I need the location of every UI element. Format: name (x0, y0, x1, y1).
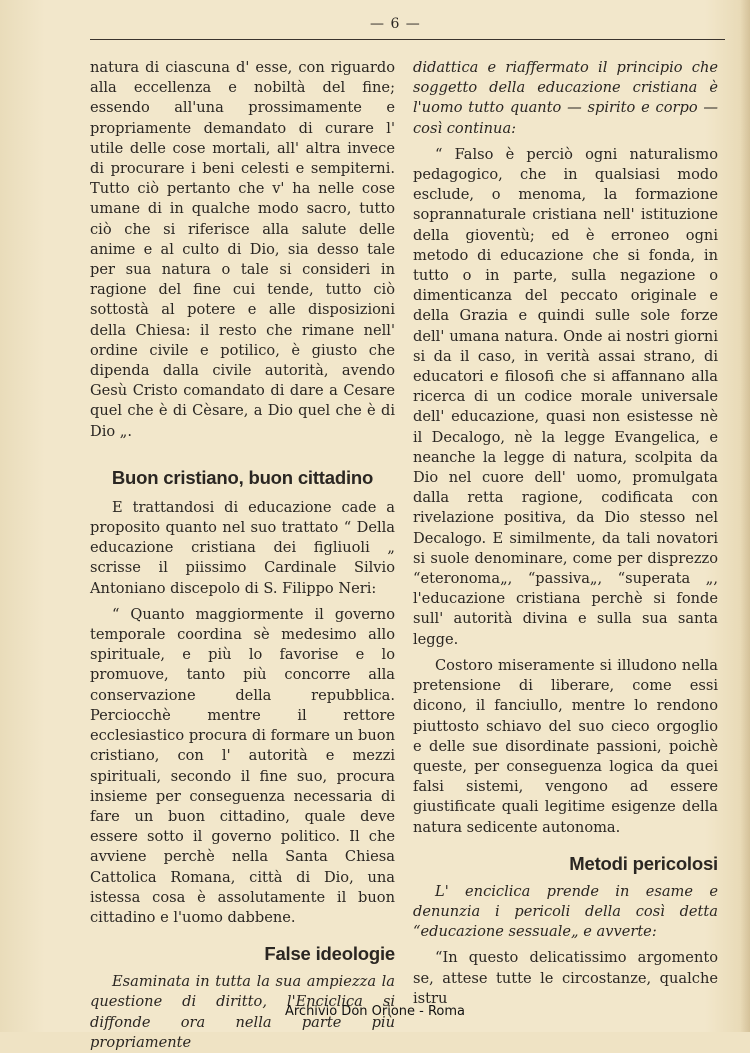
right-paragraph-5: “In questo delicatissimo argomento se, attese tutte le circostanze, qualche istru (413, 949, 718, 1007)
right-paragraph-4: L' enciclica prende in esame e denunzia i pericoli della così detta “educazione sessuale„ e avverte: (413, 882, 718, 941)
right-paragraph-3: Costoro miseramente si illudono nella pretensione di liberare, come essi dicono, il fanciullo, mentre lo rendono piuttosto schiavo del suo cieco orgoglio e delle sue disordinate passioni, poichè queste, per conseguenza logica da quei falsi sistemi, vengono ad essere giustificate quali legitime esigenze della natura sedicente autonoma. (413, 656, 718, 836)
heading-metodi-pericolosi: Metodi pericolosi (569, 852, 718, 874)
heading-false-ideologie: False ideologie (264, 943, 395, 965)
left-paragraph-1: natura di ciascuna d' esse, con riguardo alla eccellenza e nobiltà del fine; essendo all'una prossimamente e propriamente demandato di curare l' utile delle cose mortali, all' altra invece di procurare i beni celesti e sempiterni. Tutto ciò pertanto che v' ha nelle cose umane di in qualche modo sacro, tutto ciò che si riferisce alla salute delle anime e al culto di Dio, sia desso tale per sua natura o tale si consideri in ragione del fine cui tende, tutto ciò sottostà al potere e alle disposizioni della Chiesa: il resto che rimane nell' ordine civile e potilico, è giusto che dipenda dalla civile autorità, avendo Gesù Cristo comandato di dare a Cesare quel che è di Cèsare, a Dio quel che è di Dio „. (90, 59, 395, 440)
page-number: — 6 — (370, 16, 421, 32)
left-paragraph-3: “ Quanto maggiormente il governo temporale coordina sè medesimo allo spirituale, e più lo favorise e lo promuove, tanto più concorre alla conservazione della repubblica. Perciocchè mentre il rettore ecclesiastico procura di formare un buon cristiano, con l' autorità e mezzi spirituali, secondo il fine suo, procura insieme per conseguenza necessaria di fare un buon cittadino, quale deve essere sotto il governo politico. Il che avviene perchè nella Santa Chiesa Cattolica Romana, città di Dio, una istessa cosa è assolutamente il buon cittadino e l'uomo dabbene. (90, 605, 395, 926)
right-paragraph-2: “ Falso è perciò ogni naturalismo pedagogico, che in qualsiasi modo esclude, o menoma, la formazione soprannaturale cristiana nell' istituzione della gioventù; ed è erroneo ogni metodo di educazione che si fonda, in tutto o in parte, sulla negazione o dimenticanza del peccato originale e della Grazia e quindi sulle sole forze dell' umana natura. Onde ai nostri giorni si da il caso, in verità assai strano, di educatori e filosofi che si affannano alla ricerca di un codice morale universale dell' educazione, quasi non esistesse nè il Decalogo, nè la legge Evangelica, e neanche la legge di natura, scolpita da Dio nel cuore dell' uomo, promulgata dalla retta ragione, codificata con rivelazione positiva, da Dio stesso nel Decalogo. E similmente, da tali novatori si suole denominare, come per disprezzo “eteronoma„, “passiva„, “superata „, l'educazione cristiana perchè si fonde sull' autorità divina e sulla sua santa legge. (413, 145, 718, 648)
left-paragraph-4: Esaminata in tutta la sua ampiezza la questione di diritto, l'Enciclica si diffonde ora nella parte più propriamente (90, 973, 395, 1051)
header-rule (90, 39, 725, 40)
right-column (413, 58, 718, 1009)
left-paragraph-2: E trattandosi di educazione cade a proposito quanto nel suo trattato “ Della educazione cristiana dei figliuoli „ scrisse il piissimo Cardinale Silvio Antoniano discepolo di S. Filippo Neri: (90, 498, 395, 597)
heading-buon-cristiano: Buon cristiano, buon cittadino (111, 466, 374, 488)
right-paragraph-1: didattica e riaffermato il principio che soggetto della educazione cristiana è l'uomo tutto quanto — spirito e corpo — così continua: (413, 59, 718, 137)
archive-footer: Archivio Don Orione - Roma (284, 1004, 466, 1019)
left-column (90, 58, 395, 1053)
page-edge-shadow (740, 0, 750, 1032)
